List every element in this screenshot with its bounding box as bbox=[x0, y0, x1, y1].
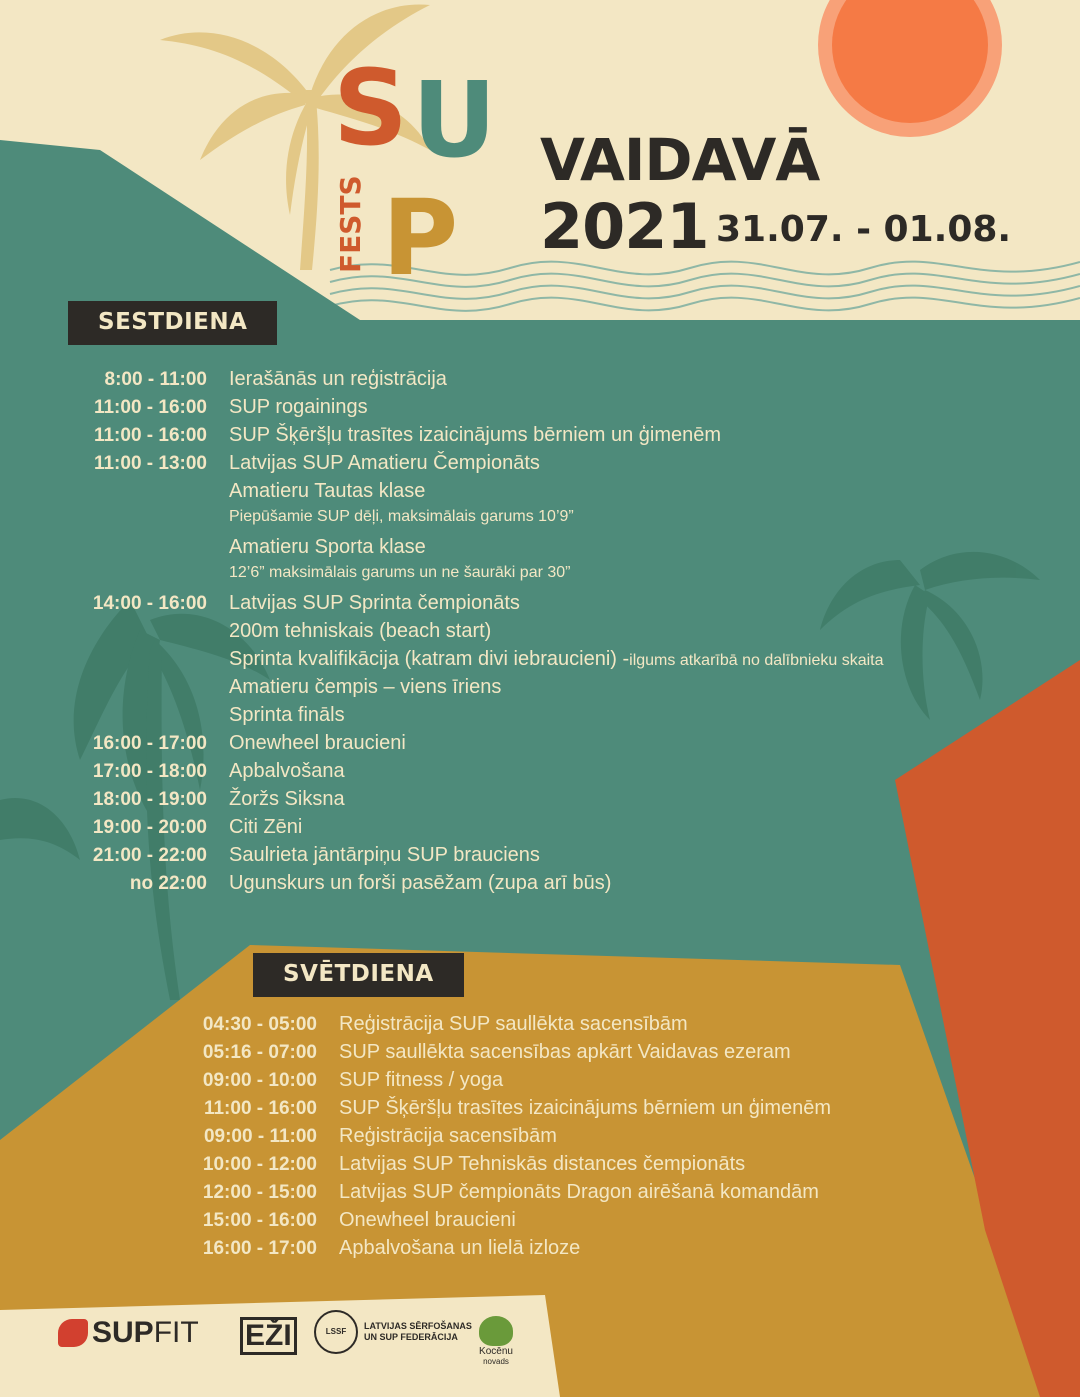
schedule-time: 19:00 - 20:00 bbox=[92, 817, 207, 838]
schedule-time: 16:00 - 17:00 bbox=[202, 1238, 317, 1259]
schedule-row bbox=[70, 508, 884, 536]
schedule-row bbox=[180, 1153, 831, 1181]
lssf-badge-icon: LSSF bbox=[314, 1310, 358, 1354]
schedule-row bbox=[70, 844, 884, 872]
schedule-time: 09:00 - 11:00 bbox=[203, 1126, 317, 1147]
lssf-line2: UN SUP FEDERĀCIJA bbox=[364, 1332, 458, 1342]
schedule-activity: Apbalvošana bbox=[229, 760, 345, 782]
schedule-time: 15:00 - 16:00 bbox=[202, 1210, 317, 1231]
schedule-time: no 22:00 bbox=[129, 873, 207, 894]
year-title: 2021 bbox=[540, 190, 709, 263]
schedule-activity: Latvijas SUP Amatieru Čempionāts bbox=[229, 452, 540, 474]
tree-icon bbox=[479, 1316, 513, 1346]
schedule-activity: Amatieru Tautas klase bbox=[229, 480, 426, 502]
city-title: VAIDAVĀ bbox=[540, 126, 820, 194]
logo-letter-s: S bbox=[333, 47, 408, 169]
schedule-activity: Onewheel braucieni bbox=[229, 732, 406, 754]
schedule-time: 16:00 - 17:00 bbox=[92, 733, 207, 754]
schedule-row bbox=[70, 592, 884, 620]
lssf-line1: LATVIJAS SĒRFOŠANAS bbox=[364, 1321, 472, 1331]
schedule-time: 04:30 - 05:00 bbox=[202, 1014, 317, 1035]
schedule-row bbox=[70, 424, 884, 452]
supfit-emblem-icon bbox=[58, 1319, 88, 1347]
schedule-row bbox=[180, 1069, 831, 1097]
schedule-activity: Reģistrācija sacensībām bbox=[339, 1125, 557, 1147]
schedule-time: 8:00 - 11:00 bbox=[104, 369, 207, 390]
schedule-row bbox=[70, 368, 884, 396]
kocenu-logo bbox=[470, 1316, 522, 1366]
saturday-schedule bbox=[70, 368, 884, 900]
schedule-row bbox=[180, 1125, 831, 1153]
schedule-row bbox=[180, 1041, 831, 1069]
supfit-fit: FIT bbox=[153, 1316, 199, 1349]
sunday-badge: SVĒTDIENA bbox=[253, 953, 464, 997]
schedule-row bbox=[70, 564, 884, 592]
logo-letter-p: P bbox=[382, 177, 459, 299]
supfit-logo bbox=[58, 1316, 199, 1350]
schedule-activity: Reģistrācija SUP saullēkta sacensībām bbox=[339, 1013, 688, 1035]
schedule-activity: Žoržs Siksna bbox=[229, 788, 345, 810]
ezi-logo: EŽI bbox=[240, 1317, 297, 1355]
schedule-activity: SUP fitness / yoga bbox=[339, 1069, 504, 1091]
schedule-activity: Ierašānās un reģistrācija bbox=[229, 368, 447, 390]
schedule-row bbox=[70, 732, 884, 760]
lssf-logo bbox=[314, 1310, 472, 1354]
schedule-row bbox=[70, 480, 884, 508]
schedule-time: 11:00 - 13:00 bbox=[93, 453, 207, 474]
schedule-time: 11:00 - 16:00 bbox=[93, 397, 207, 418]
schedule-activity: 12’6” maksimālais garums un ne šaurāki par 30” bbox=[229, 564, 571, 581]
schedule-row bbox=[180, 1237, 831, 1265]
schedule-activity: Saulrieta jāntārpiņu SUP brauciens bbox=[229, 844, 540, 866]
schedule-time: 18:00 - 19:00 bbox=[92, 789, 207, 810]
schedule-activity: Latvijas SUP Sprinta čempionāts bbox=[229, 592, 520, 614]
saturday-badge: SESTDIENA bbox=[68, 301, 277, 345]
schedule-row bbox=[180, 1181, 831, 1209]
schedule-row bbox=[70, 536, 884, 564]
schedule-row bbox=[180, 1097, 831, 1125]
schedule-activity: SUP rogainings bbox=[229, 396, 368, 418]
schedule-activity: Citi Zēni bbox=[229, 816, 303, 838]
schedule-time: 12:00 - 15:00 bbox=[202, 1182, 317, 1203]
logo-side-word: FESTS bbox=[334, 175, 367, 273]
supfit-sup: SUP bbox=[92, 1316, 154, 1349]
schedule-row bbox=[70, 396, 884, 424]
schedule-row bbox=[70, 788, 884, 816]
schedule-row bbox=[70, 760, 884, 788]
schedule-activity: SUP Šķēršļu trasītes izaicinājums bērniem un ģimenēm bbox=[229, 424, 722, 446]
schedule-row bbox=[70, 816, 884, 844]
schedule-activity: SUP Šķēršļu trasītes izaicinājums bērniem un ģimenēm bbox=[339, 1097, 832, 1119]
schedule-activity: Amatieru čempis – viens īriens bbox=[229, 676, 502, 698]
schedule-time: 09:00 - 10:00 bbox=[202, 1070, 317, 1091]
schedule-activity: Onewheel braucieni bbox=[339, 1209, 516, 1231]
schedule-activity: Amatieru Sporta klase bbox=[229, 536, 426, 558]
schedule-activity: Piepūšamie SUP dēļi, maksimālais garums 10’9” bbox=[229, 508, 574, 525]
kocenu-sub: novads bbox=[483, 1357, 509, 1366]
schedule-activity: Apbalvošana un lielā izloze bbox=[339, 1237, 581, 1259]
schedule-activity: Sprinta kvalifikācija (katram divi iebraucieni) - bbox=[229, 648, 630, 670]
schedule-row bbox=[180, 1209, 831, 1237]
schedule-time: 14:00 - 16:00 bbox=[92, 593, 207, 614]
schedule-activity: SUP saullēkta sacensības apkārt Vaidavas ezeram bbox=[339, 1041, 791, 1063]
event-dates: 31.07. - 01.08. bbox=[716, 209, 1012, 250]
schedule-time: 17:00 - 18:00 bbox=[92, 761, 207, 782]
schedule-time: 10:00 - 12:00 bbox=[202, 1154, 317, 1175]
schedule-time: 11:00 - 16:00 bbox=[93, 425, 207, 446]
schedule-row bbox=[70, 704, 884, 732]
schedule-row bbox=[70, 676, 884, 704]
schedule-row bbox=[70, 648, 884, 676]
schedule-activity: Latvijas SUP čempionāts Dragon airēšanā komandām bbox=[339, 1181, 819, 1203]
schedule-activity: 200m tehniskais (beach start) bbox=[229, 620, 492, 642]
schedule-activity: Ugunskurs un forši pasēžam (zupa arī būs) bbox=[229, 872, 612, 894]
logo-letter-u: U bbox=[412, 59, 497, 181]
kocenu-name: Kocēnu bbox=[479, 1346, 513, 1357]
sunday-schedule bbox=[180, 1013, 831, 1265]
schedule-row bbox=[70, 452, 884, 480]
schedule-time: 11:00 - 16:00 bbox=[203, 1098, 317, 1119]
schedule-activity: Sprinta fināls bbox=[229, 704, 345, 726]
schedule-row bbox=[70, 872, 884, 900]
schedule-time: 21:00 - 22:00 bbox=[92, 845, 207, 866]
schedule-row bbox=[70, 620, 884, 648]
schedule-note: ilgums atkarībā no dalībnieku skaita bbox=[629, 652, 884, 669]
schedule-row bbox=[180, 1013, 831, 1041]
schedule-time: 05:16 - 07:00 bbox=[202, 1042, 317, 1063]
schedule-activity: Latvijas SUP Tehniskās distances čempionāts bbox=[339, 1153, 746, 1175]
